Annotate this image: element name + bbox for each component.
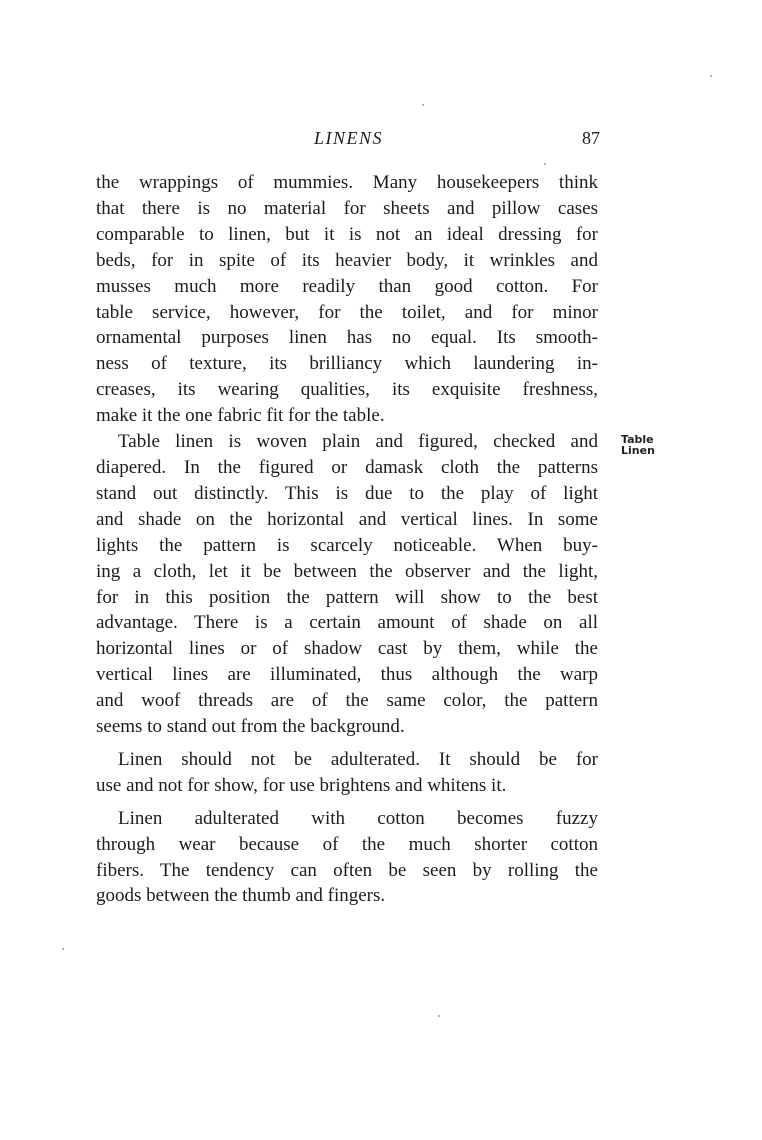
text-line: and woof threads are of the same color, the pattern — [96, 690, 598, 712]
text-line: through wear because of the much shorter cotton — [96, 833, 598, 855]
margin-note-line: Table — [621, 433, 654, 446]
text-line: Linen should not be adulterated. It should be for — [118, 748, 598, 770]
text-line: Table linen is woven plain and figured, checked and — [118, 431, 598, 453]
text-line: horizontal lines or of shadow cast by them, while the — [96, 638, 598, 660]
text-line: make it the one fabric fit for the table. — [96, 405, 385, 427]
text-line: seems to stand out from the background. — [96, 716, 405, 738]
text-line: the wrappings of mummies. Many housekeepers think — [96, 172, 598, 193]
text-line: ness of texture, its brilliancy which laundering in- — [96, 353, 598, 375]
text-line: goods between the thumb and fingers. — [96, 885, 386, 907]
page-header — [100, 128, 602, 154]
body-text — [96, 170, 598, 909]
text-line: ornamental purposes linen has no equal. Its smooth- — [96, 327, 598, 349]
page-number: 87 — [582, 128, 600, 148]
scan-speck — [62, 948, 64, 950]
margin-note — [621, 434, 655, 456]
text-line: fibers. The tendency can often be seen by rolling the — [96, 859, 598, 881]
scan-speck — [422, 104, 424, 106]
text-line: ing a cloth, let it be between the observer and the light, — [96, 560, 598, 582]
text-line: Linen adulterated with cotton becomes fuzzy — [118, 807, 598, 829]
paragraph — [96, 806, 598, 910]
text-line: vertical lines are illuminated, thus although the warp — [96, 664, 598, 686]
text-line: diapered. In the figured or damask cloth the patterns — [96, 456, 598, 478]
text-line: creases, its wearing qualities, its exquisite freshness, — [96, 379, 598, 401]
text-line: musses much more readily than good cotton. For — [96, 275, 598, 297]
text-line: advantage. There is a certain amount of shade on all — [96, 612, 598, 634]
paragraph-gap — [96, 799, 598, 806]
scan-speck — [544, 163, 546, 165]
paragraph-gap — [96, 740, 598, 747]
text-line: use and not for show, for use brightens and whitens it. — [96, 774, 507, 796]
scan-speck — [710, 75, 712, 77]
text-line: table service, however, for the toilet, and for minor — [96, 301, 598, 323]
paragraph — [96, 170, 598, 429]
text-line: stand out distinctly. This is due to the play of light — [96, 482, 598, 504]
text-line: comparable to linen, but it is not an ideal dressing for — [96, 223, 598, 245]
running-title: LINENS — [314, 128, 384, 148]
text-line: for in this position the pattern will show to the best — [96, 586, 598, 608]
scan-speck — [438, 1015, 440, 1017]
text-line: and shade on the horizontal and vertical lines. In some — [96, 508, 598, 530]
text-line: that there is no material for sheets and pillow cases — [96, 197, 598, 219]
paragraph — [96, 747, 598, 799]
text-line: beds, for in spite of its heavier body, it wrinkles and — [96, 249, 598, 271]
margin-note-line: Linen — [621, 444, 655, 457]
paragraph — [96, 429, 598, 740]
text-line: lights the pattern is scarcely noticeable. When buy- — [96, 534, 598, 556]
